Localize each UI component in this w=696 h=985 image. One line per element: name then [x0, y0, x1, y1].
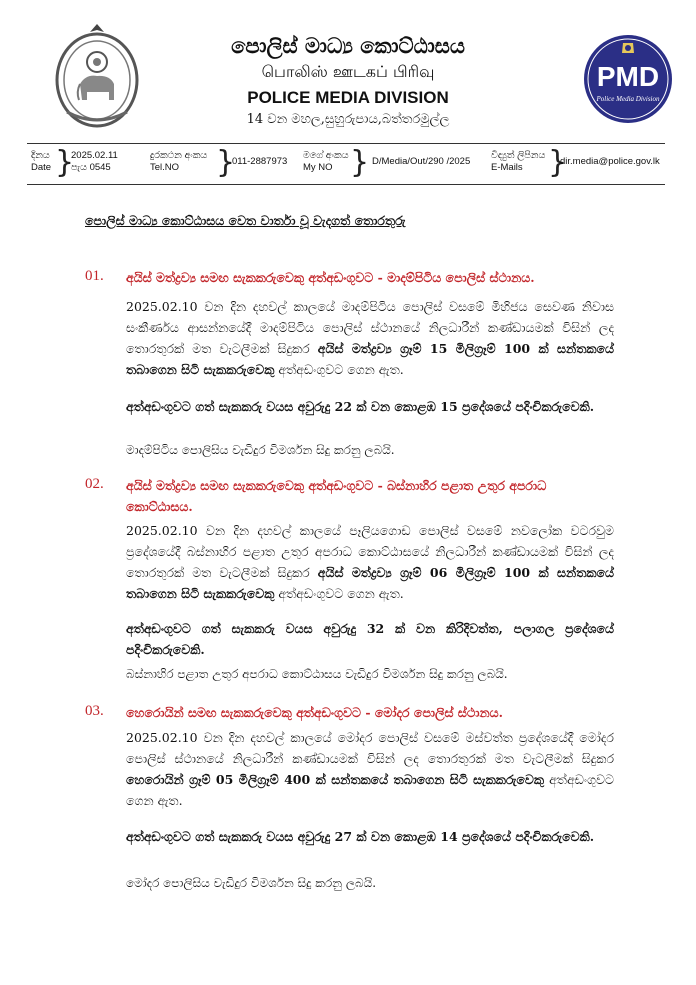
item-heading: අයිස් මත්ද්‍රව්‍ය සමඟ සැකකරුවෙකු අත්අඩංගුවට - බස්නාහිර පළාත උතුර අපරාධ කොට්ඨාසය. — [126, 478, 547, 514]
my-no-label: මගේ අංකය My NO — [303, 150, 349, 173]
brace-divider: } — [350, 145, 370, 180]
page-title-tamil: பொலிஸ் ஊடகப் பிரிவு — [261, 62, 435, 81]
pmd-logo-subtext: Police Media Division — [596, 95, 660, 103]
my-no-value: D/Media/Out/290 /2025 — [372, 156, 471, 167]
item-number: 01. — [85, 268, 104, 284]
item-investigation-note: මෝදර පොලිසිය වැඩිදුර විමර්ශන සිදු කරනු ලබයි. — [126, 876, 377, 890]
item-paragraph: 2025.02.10 වන දින දහවල් කාලයේ මෝදර පොලිස් වසමේ මස්වත්ත ප්‍රදේශයේදී මෝදර පොලිස් ස්ථානයේ නිලධාරීන් කණ්ඩායමක් විසින් ලද තොරතුරක් මත වැටලීමක් සිදුකර හෙරොයින් ග්‍රෑම් 05 මිලිග්‍රෑම් 400 ක් සන්තකයේ තබාගෙන සිටි සැකකරුවෙකු අත්අඩංගුවට ගෙන ඇත. — [126, 730, 615, 808]
item-paragraph: 2025.02.10 වන දින දහවල් කාලයේ මාදම්පිටිය පොලිස් වසමේ මිහිජය සෙවණ නිවාස සංකීර්ණය ආසන්නයේදී මාදම්පිටිය පොලිස් ස්ථානයේ නිලධාරීන් කණ්ඩායමක් විසින් ලද තොරතුරක් මත වැටලීමක් සිදුකර අයිස් මත්ද්‍රව්‍ය ග්‍රෑම් 15 මිලිග්‍රෑම් 100 ක් සන්තකයේ තබාගෙන සිටි සැකකරුවෙකු අත්අඩංගුවට ගෙන ඇත. — [126, 299, 614, 377]
pmd-logo-text: PMD — [596, 61, 660, 92]
pmd-logo — [582, 33, 674, 125]
contact-info-bar — [27, 143, 665, 185]
email-value: dir.media@police.gov.lk — [560, 156, 660, 167]
document-subject: පොලිස් මාධ්‍ය කොට්ඨාසය වෙත වාර්තා වූ වැදගත් තොරතුරු — [85, 213, 406, 228]
item-investigation-note: බස්නාහිර පළාත උතුර අපරාධ කොට්ඨාසය වැඩිදුර විමර්ශන සිදු කරනු ලබයි. — [126, 667, 508, 681]
item-suspect-details: අත්අඩංගුවට ගත් සැකකරු වයස අවුරුදු 32 ක් වන කිරිදිවත්ත, පලාගල ප්‍රදේශයේ පදිංචිකරුවෙකි. — [126, 621, 614, 657]
brace-divider: } — [216, 145, 236, 180]
email-label: විද්‍යුත් ලිපිනය E-Mails — [491, 150, 546, 173]
tel-value: 011-2887973 — [232, 156, 288, 167]
office-address: 14 වන මහල,සුහුරුපාය,බත්තරමුල්ල — [246, 112, 450, 127]
tel-label: දුරකථන අංකය Tel.NO — [150, 150, 208, 173]
item-heading: හෙරොයින් සමඟ සැකකරුවෙකු අත්අඩංගුවට - මෝදර පොලිස් ස්ථානය. — [126, 705, 503, 720]
brace-divider: } — [548, 145, 568, 180]
item-heading: අයිස් මත්ද්‍රව්‍ය සමඟ සැකකරුවෙකු අත්අඩංගුවට - මාදම්පිටිය පොලිස් ස්ථානය. — [126, 270, 535, 285]
item-investigation-note: මාදම්පිටිය පොලිසිය වැඩිදුර විමර්ශන සිදු කරනු ලබයි. — [126, 443, 395, 457]
brace-divider: } — [55, 145, 75, 180]
page-title-sinhala: පොලිස් මාධ්‍ය කොට්ඨාසය — [231, 33, 465, 58]
date-value: 2025.02.11 පැය 0545 — [71, 150, 118, 173]
item-number: 02. — [85, 476, 104, 492]
item-suspect-details: අත්අඩංගුවට ගත් සැකකරු වයස අවුරුදු 22 ක් වන කොළඹ 15 ප්‍රදේශයේ පදිංචිකරුවෙකි. — [126, 399, 595, 414]
date-label: දිනය Date — [31, 150, 52, 173]
page-title-english: POLICE MEDIA DIVISION — [247, 88, 449, 107]
item-paragraph: 2025.02.10 වන දින දහවල් කාලයේ පෑලියගොඩ පොලිස් වසමේ නවලෝක වටරවුම ප්‍රදේශයේදී බස්නාහිර පළාත උතුර අපරාධ කොට්ඨාසයේ නිලධාරීන් කණ්ඩායමක් විසින් ලද තොරතුරක් මත වැටලීමක් සිදුකර අයිස් මත්ද්‍රව්‍ය ග්‍රෑම් 06 මිලිග්‍රෑම් 100 ක් සන්තකයේ තබාගෙන සිටි සැකකරුවෙකු අත්අඩංගුවට ගෙන ඇත. — [126, 523, 614, 601]
item-number: 03. — [85, 703, 104, 719]
item-suspect-details: අත්අඩංගුවට ගත් සැකකරු වයස අවුරුදු 27 ක් වන කොළඹ 14 ප්‍රදේශයේ පදිංචිකරුවෙකි. — [126, 829, 595, 844]
